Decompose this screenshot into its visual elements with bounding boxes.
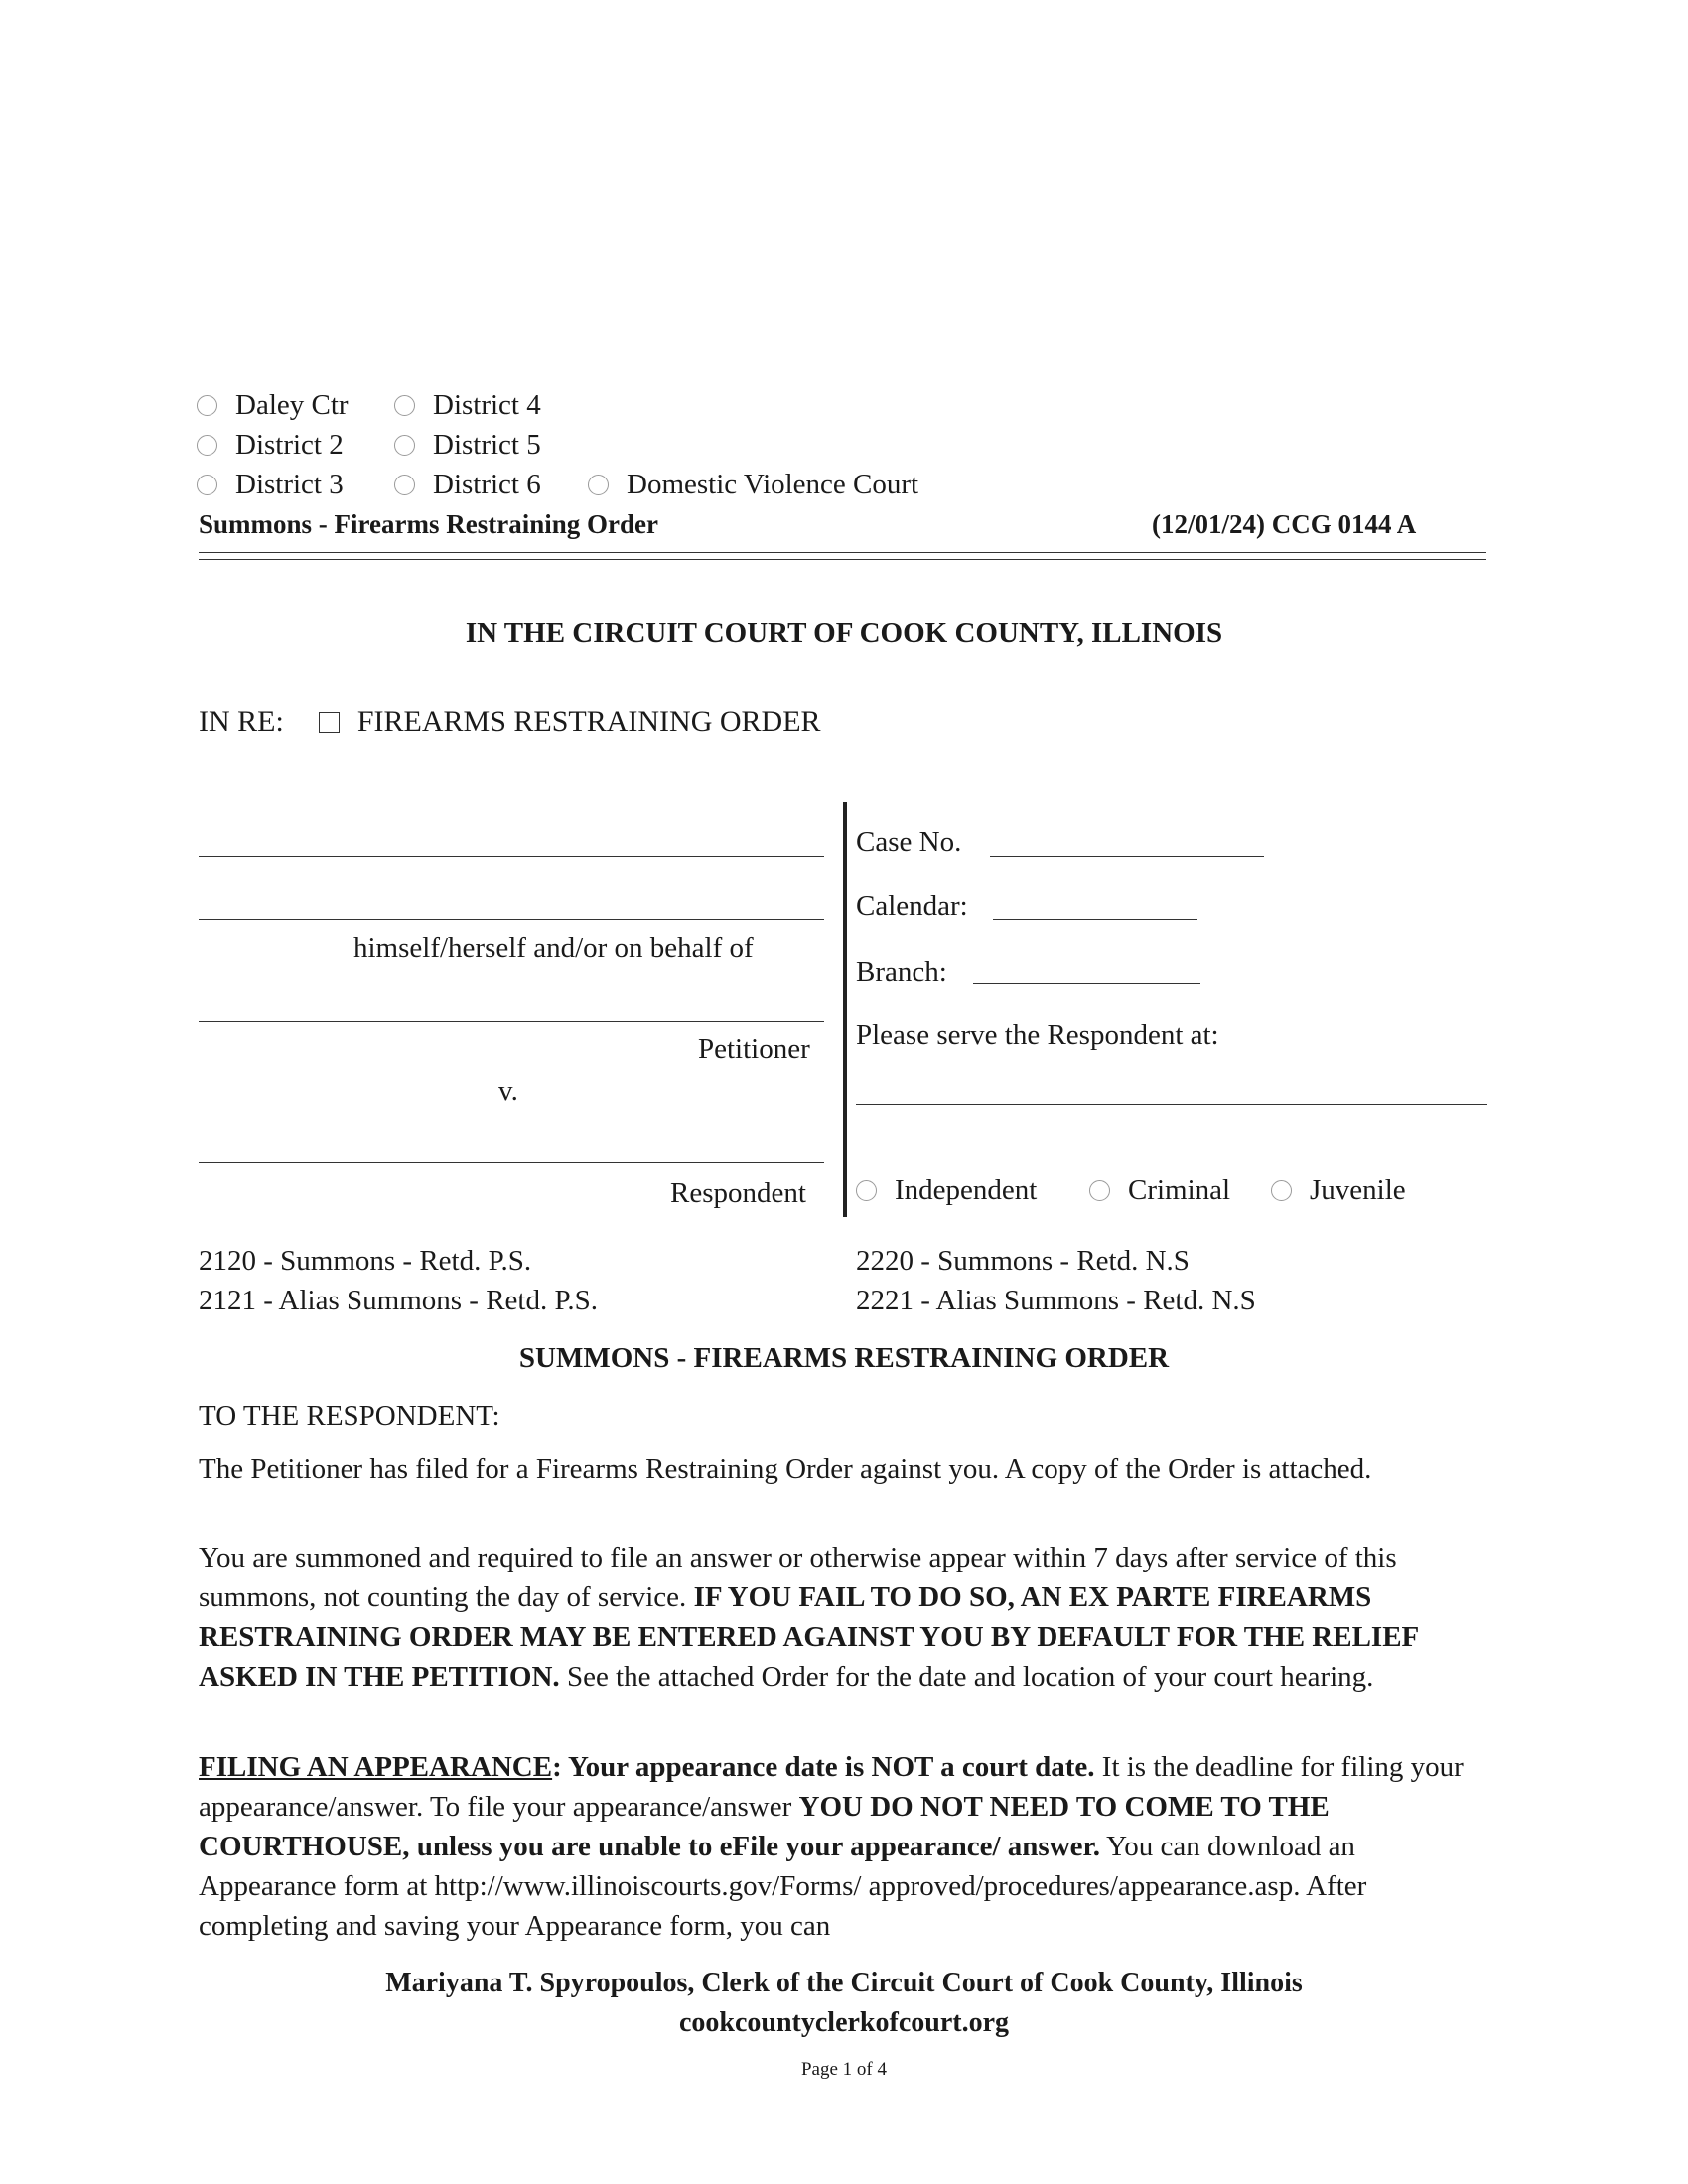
petitioner-label: Petitioner bbox=[698, 1033, 810, 1065]
radio-button[interactable] bbox=[1271, 1180, 1292, 1201]
case-no-field[interactable] bbox=[990, 856, 1264, 857]
service-type-label: Criminal bbox=[1128, 1174, 1231, 1206]
service-type-label: Juvenile bbox=[1310, 1174, 1406, 1206]
service-type-juvenile[interactable] bbox=[1271, 1174, 1406, 1207]
radio-button[interactable] bbox=[197, 395, 217, 416]
form-name: Summons - Firearms Restraining Order bbox=[199, 509, 658, 539]
radio-button[interactable] bbox=[197, 435, 217, 456]
radio-button[interactable] bbox=[394, 475, 415, 495]
clerk-website: cookcountyclerkofcourt.org bbox=[678, 2007, 1010, 2038]
code-2121: 2121 - Alias Summons - Retd. P.S. bbox=[199, 1285, 599, 1316]
case-no-label: Case No. bbox=[856, 826, 962, 858]
header-divider bbox=[199, 552, 1486, 560]
paragraph-summoned bbox=[199, 1538, 1470, 1697]
serve-address-line-1[interactable] bbox=[856, 1104, 1487, 1105]
radio-button[interactable] bbox=[197, 475, 217, 495]
clerk-name: Mariyana T. Spyropoulos, Clerk of the Circuit Court of Cook County, Illinois bbox=[385, 1968, 1303, 1998]
summoned-text: You are summoned and required to file an answer or otherwise appear within 7 days after service of this summons, not counting the day of service. bbox=[199, 1542, 1397, 1613]
branch-field[interactable] bbox=[973, 983, 1200, 984]
code-2120: 2120 - Summons - Retd. P.S. bbox=[199, 1245, 532, 1277]
petitioner-name-line-2[interactable] bbox=[199, 919, 824, 920]
location-option-daley-ctr[interactable] bbox=[197, 389, 349, 422]
to-respondent-heading: TO THE RESPONDENT: bbox=[199, 1400, 500, 1432]
page-number: Page 1 of 4 bbox=[800, 2059, 887, 2080]
location-label: Domestic Violence Court bbox=[627, 469, 919, 500]
service-type-label: Independent bbox=[895, 1174, 1038, 1206]
form-code: (12/01/24) CCG 0144 A bbox=[1152, 509, 1417, 539]
heading-colon: : bbox=[552, 1751, 568, 1783]
location-label: District 3 bbox=[235, 469, 344, 500]
no-courthouse-note: YOU DO NOT NEED TO COME TO THE COURTHOUSE, unless you are unable to eFile your appearance/ answer. bbox=[199, 1791, 1330, 1862]
firearms-restraining-order-checkbox[interactable] bbox=[319, 712, 340, 733]
in-re-row bbox=[199, 705, 821, 739]
deadline-text: It is the deadline for filing your appearance/answer. To file your appearance/answer bbox=[199, 1751, 1464, 1823]
paragraph-filing-appearance bbox=[199, 1747, 1489, 1946]
petitioner-name-line-1[interactable] bbox=[199, 856, 824, 857]
code-2220: 2220 - Summons - Retd. N.S bbox=[856, 1245, 1190, 1277]
radio-button[interactable] bbox=[588, 475, 609, 495]
service-type-independent[interactable] bbox=[856, 1174, 1037, 1207]
filing-appearance-heading: FILING AN APPEARANCE bbox=[199, 1751, 553, 1783]
location-label: District 5 bbox=[433, 429, 541, 461]
location-label: District 6 bbox=[433, 469, 541, 500]
location-label: District 4 bbox=[433, 389, 541, 421]
default-warning: IF YOU FAIL TO DO SO, AN EX PARTE FIREARMS RESTRAINING ORDER MAY BE ENTERED AGAINST YOU BY DEFAULT FOR THE RELIEF ASKED IN THE PETITION. bbox=[199, 1581, 1419, 1693]
location-label: Daley Ctr bbox=[235, 389, 349, 421]
download-form-text: You can download an Appearance form at http://www.illinoiscourts.gov/Forms/ approved/procedures/appearance.asp. After completing and saving your Appearance form, you can bbox=[199, 1831, 1367, 1942]
in-re-option-label: FIREARMS RESTRAINING ORDER bbox=[356, 705, 821, 738]
respondent-name-line[interactable] bbox=[199, 1162, 824, 1163]
radio-button[interactable] bbox=[394, 435, 415, 456]
caption-divider bbox=[843, 802, 847, 1217]
radio-button[interactable] bbox=[1089, 1180, 1110, 1201]
in-re-label: IN RE: bbox=[199, 705, 284, 738]
hearing-info-text: See the attached Order for the date and location of your court hearing. bbox=[559, 1661, 1374, 1693]
radio-button[interactable] bbox=[394, 395, 415, 416]
appearance-date-note: Your appearance date is NOT a court date. bbox=[567, 1751, 1095, 1783]
service-type-criminal[interactable] bbox=[1089, 1174, 1230, 1207]
location-option-district-4[interactable] bbox=[394, 389, 541, 422]
location-option-district-6[interactable] bbox=[394, 469, 541, 501]
versus-label: v. bbox=[498, 1075, 518, 1107]
summons-title: SUMMONS - FIREARMS RESTRAINING ORDER bbox=[518, 1342, 1170, 1374]
behalf-name-line[interactable] bbox=[199, 1021, 824, 1022]
code-2221: 2221 - Alias Summons - Retd. N.S bbox=[856, 1285, 1256, 1316]
radio-button[interactable] bbox=[856, 1180, 877, 1201]
respondent-label: Respondent bbox=[670, 1177, 806, 1209]
location-option-district-2[interactable] bbox=[197, 429, 344, 462]
court-title: IN THE CIRCUIT COURT OF COOK COUNTY, ILLINOIS bbox=[465, 617, 1223, 649]
calendar-field[interactable] bbox=[993, 919, 1197, 920]
serve-label: Please serve the Respondent at: bbox=[856, 1020, 1219, 1051]
location-option-district-3[interactable] bbox=[197, 469, 344, 501]
paragraph-petition-filed: The Petitioner has filed for a Firearms Restraining Order against you. A copy of the Order is attached. bbox=[199, 1453, 1372, 1485]
location-option-domestic-violence-court[interactable] bbox=[588, 469, 918, 501]
behalf-label: himself/herself and/or on behalf of bbox=[353, 932, 754, 964]
branch-label: Branch: bbox=[856, 956, 947, 988]
location-option-district-5[interactable] bbox=[394, 429, 541, 462]
calendar-label: Calendar: bbox=[856, 890, 968, 922]
location-label: District 2 bbox=[235, 429, 344, 461]
